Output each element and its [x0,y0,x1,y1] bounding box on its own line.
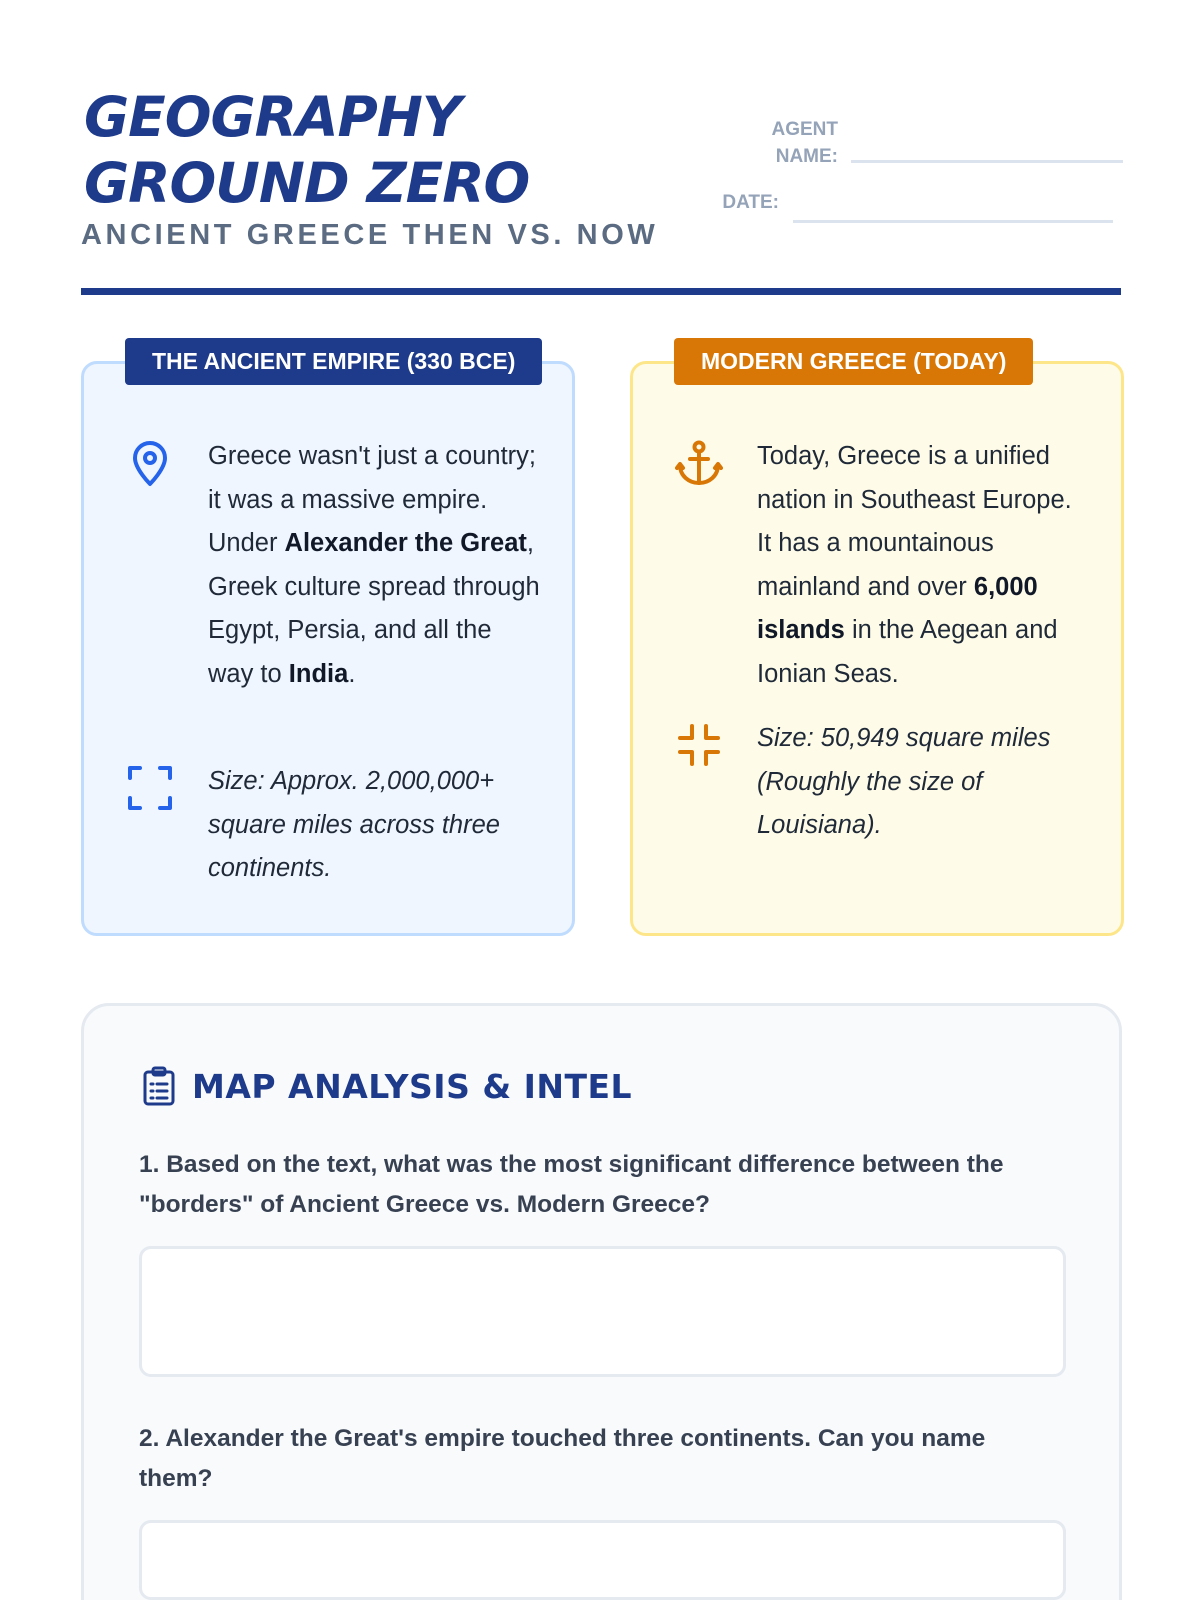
ancient-bold-2: India [288,659,349,688]
modern-description [757,435,1091,696]
modern-bold-1: 6,000 islands [757,572,1038,644]
modern-text-2: in the Aegean and Ionian Seas. [757,616,1058,688]
map-analysis-header [140,1066,632,1106]
anchor-icon [675,439,723,487]
ancient-bold-1: Alexander the Great [284,529,527,557]
modern-greece-tab: MODERN GREECE (TODAY) [674,338,1033,385]
ancient-text-1: Greece wasn't just a country; it was a massive empire. Under [208,442,537,557]
clipboard-icon [140,1066,178,1106]
map-analysis-title: MAP ANALYSIS & INTEL [192,1066,633,1106]
page-title [84,84,529,216]
title-line-2: GROUND ZERO [84,151,530,215]
agent-name-label [760,116,838,170]
ancient-description-row [126,435,542,696]
ancient-description [208,435,542,696]
question-1: 1. Based on the text, what was the most significant difference between the "borders" of Ancient Greece vs. Modern Greece? [139,1151,1004,1218]
answer-1-field[interactable] [139,1246,1066,1377]
expand-icon [126,764,174,812]
modern-text-1: Today, Greece is a unified nation in Southeast Europe. It has a mountainous mainland and over [757,442,1072,601]
title-line-1: GEOGRAPHY [84,85,461,149]
date-label: DATE: [722,192,779,213]
ancient-size-row [126,760,542,891]
ancient-size: Size: Approx. 2,000,000+ square miles across three continents. [208,767,500,882]
agent-name-label-line-2: NAME: [775,146,838,167]
modern-greece-card [630,348,1124,936]
modern-description-row [675,435,1091,696]
modern-size: Size: 50,949 square miles (Roughly the size of Louisiana). [757,724,1051,839]
ancient-text-3: . [348,659,356,688]
modern-size-row [675,717,1091,848]
answer-2-field[interactable] [139,1520,1066,1600]
page-subtitle: ANCIENT GREECE THEN VS. NOW [81,219,659,251]
agent-name-field[interactable] [851,160,1123,163]
header-divider [81,288,1121,295]
ancient-empire-card [81,348,575,936]
shrink-icon [675,721,723,769]
date-field[interactable] [793,220,1113,223]
ancient-text-2: , Greek culture spread through Egypt, Persia, and all the way to [208,529,540,688]
ancient-empire-tab: THE ANCIENT EMPIRE (330 BCE) [125,338,542,385]
question-2: 2. Alexander the Great's empire touched three continents. Can you name them? [139,1425,986,1492]
map-pin-icon [126,439,174,487]
agent-name-label-line-1: AGENT [771,119,838,140]
map-analysis-panel [81,1003,1122,1600]
